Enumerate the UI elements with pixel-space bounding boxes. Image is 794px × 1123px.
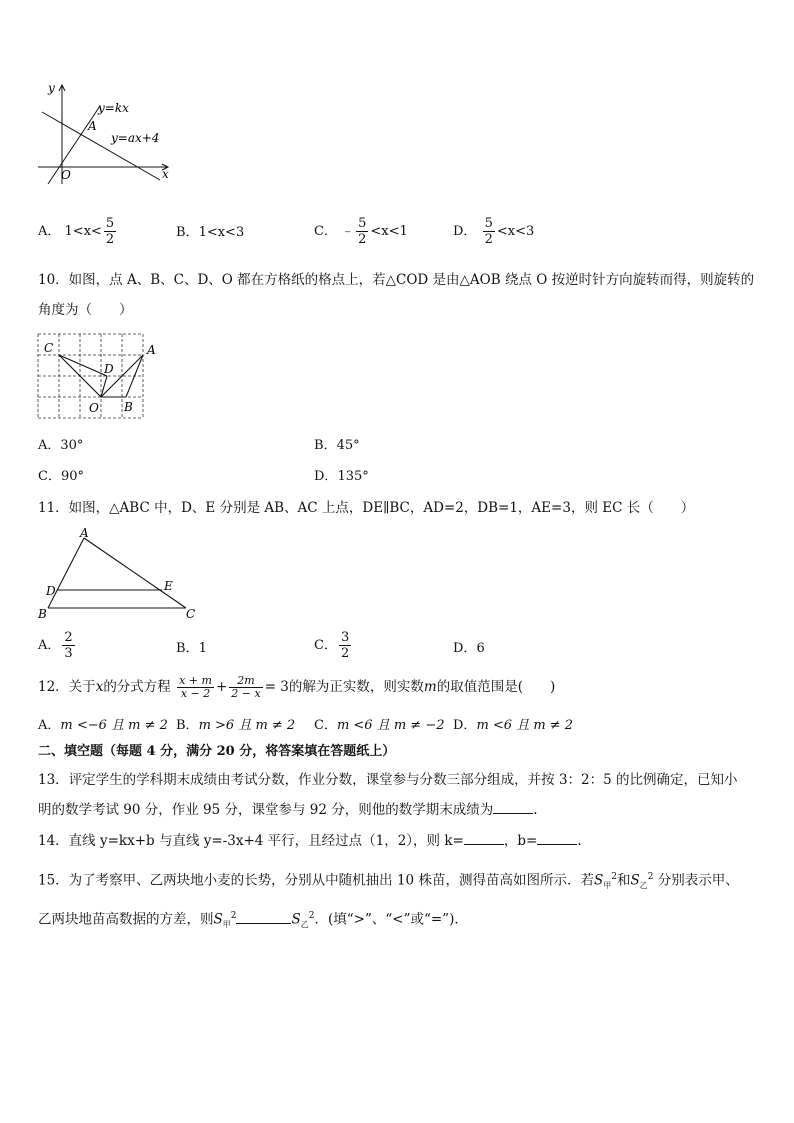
point-a-label: A (88, 119, 97, 133)
q11-option-c[interactable]: C． $\frac{3}{2}$ (314, 630, 350, 661)
point-d-label: D (104, 362, 114, 376)
answer-blank[interactable] (493, 801, 533, 814)
fraction: $\frac{2}{3}$ (64, 630, 73, 661)
origin-label: O (61, 168, 71, 182)
q11-triangle-figure (36, 526, 202, 622)
q12-option-b[interactable]: B．m >6 且 m ≠ 2 (176, 718, 296, 733)
q11-option-b[interactable]: B．1 (176, 641, 207, 656)
fraction-2: $\frac{2m}{2 - x}$ (231, 674, 261, 700)
q12-stem: 12．关于x的分式方程 $\frac{x + m}{x - 2}$ + $\frac{2m}{2 - x}$ = 3的解为正实数，则实数m的取值范围是( ) (38, 674, 556, 700)
point-c-label: C (44, 341, 54, 355)
line-ax4 (42, 112, 160, 180)
q15-stem-line1: 15．为了考察甲、乙两块地小麦的长势，分别从中随机抽出 10 株苗，测得苗高如图所示．若$S_甲^2$和$S_乙^2$ 分别表示甲、 (38, 872, 739, 891)
answer-blank[interactable] (236, 911, 291, 924)
q10-option-a[interactable]: A．30° (38, 438, 84, 453)
answer-blank-b[interactable] (537, 832, 577, 845)
q10-stem-line1: 10．如图，点 A、B、C、D、O 都在方格纸的格点上，若△COD 是由△AOB 绕点 O 按逆时针方向旋转而得，则旋转的 (38, 272, 755, 288)
q9-option-a[interactable]: A． 1<x< $\frac{5}{2}$ (38, 216, 115, 247)
q11-option-d[interactable]: D．6 (453, 641, 485, 656)
q9-option-d[interactable]: D． $\frac{5}{2}$ <x<3 (453, 216, 535, 247)
q10-grid-figure (36, 332, 166, 424)
section-title: 二、填空题（每题 4 分，满分 20 分，将答案填在答题纸上） (38, 744, 396, 759)
answer-blank-k[interactable] (464, 832, 504, 845)
q10-option-c[interactable]: C．90° (38, 469, 84, 484)
point-d-label: D (46, 584, 56, 598)
line1-label: y=kx (98, 101, 129, 115)
q10-option-d[interactable]: D．135° (314, 469, 369, 484)
point-b-label: B (124, 400, 133, 414)
side-ac (84, 538, 186, 608)
point-b-label: B (38, 607, 47, 621)
fraction: $\frac{5}{2}$ (358, 216, 367, 247)
fraction: $\frac{5}{2}$ (105, 216, 115, 247)
line-kx (48, 106, 100, 184)
point-a-label: A (147, 343, 156, 357)
q10-option-b[interactable]: B．45° (314, 438, 360, 453)
q9-graph (36, 80, 176, 190)
point-c-label: C (186, 607, 196, 621)
fraction-1: $\frac{x + m}{x - 2}$ (179, 674, 212, 700)
x-axis-label: x (162, 167, 169, 181)
q15-stem-line2: 乙两块地苗高数据的方差，则$S_甲^2$ $S_乙^2$．(填“>”、“<”或“=”)． (38, 911, 468, 930)
q10-stem-line2: 角度为（ ） (38, 302, 133, 318)
q12-option-a[interactable]: A．m <−6 且 m ≠ 2 (38, 718, 168, 733)
q14-stem: 14．直线 y=kx+b 与直线 y=-3x+4 平行，且经过点（1，2），则 k= ，b= . (38, 833, 582, 849)
q9-option-c[interactable]: C． ﹣ $\frac{5}{2}$ <x<1 (314, 216, 408, 247)
segment-cd (59, 355, 107, 376)
point-o-label: O (89, 401, 99, 415)
y-axis-label: y (48, 81, 55, 95)
q11-option-a[interactable]: A． $\frac{2}{3}$ (38, 630, 73, 661)
point-e-label: E (164, 579, 173, 593)
fraction: $\frac{5}{2}$ (484, 216, 493, 247)
q12-option-c[interactable]: C．m <6 且 m ≠ −2 (314, 718, 445, 733)
fraction: $\frac{3}{2}$ (340, 630, 350, 661)
q11-stem: 11．如图，△ABC 中，D、E 分别是 AB、AC 上点，DE∥BC，AD=2，DB=1，AE=3，则 EC 长（ ） (38, 500, 695, 516)
q9-option-b[interactable]: B．1<x<3 (176, 225, 245, 240)
point-a-label: A (80, 526, 89, 540)
q13-stem-line2: 明的数学考试 90 分，作业 95 分，课堂参与 92 分，则他的数学期末成绩为 . (38, 802, 538, 818)
q12-option-d[interactable]: D．m <6 且 m ≠ 2 (453, 718, 574, 733)
q13-stem-line1: 13．评定学生的学科期末成绩由考试分数，作业分数，课堂参与分数三部分组成，并按 3：2：5 的比例确定，已知小 (38, 772, 738, 788)
line2-label: y=ax+4 (111, 131, 160, 145)
